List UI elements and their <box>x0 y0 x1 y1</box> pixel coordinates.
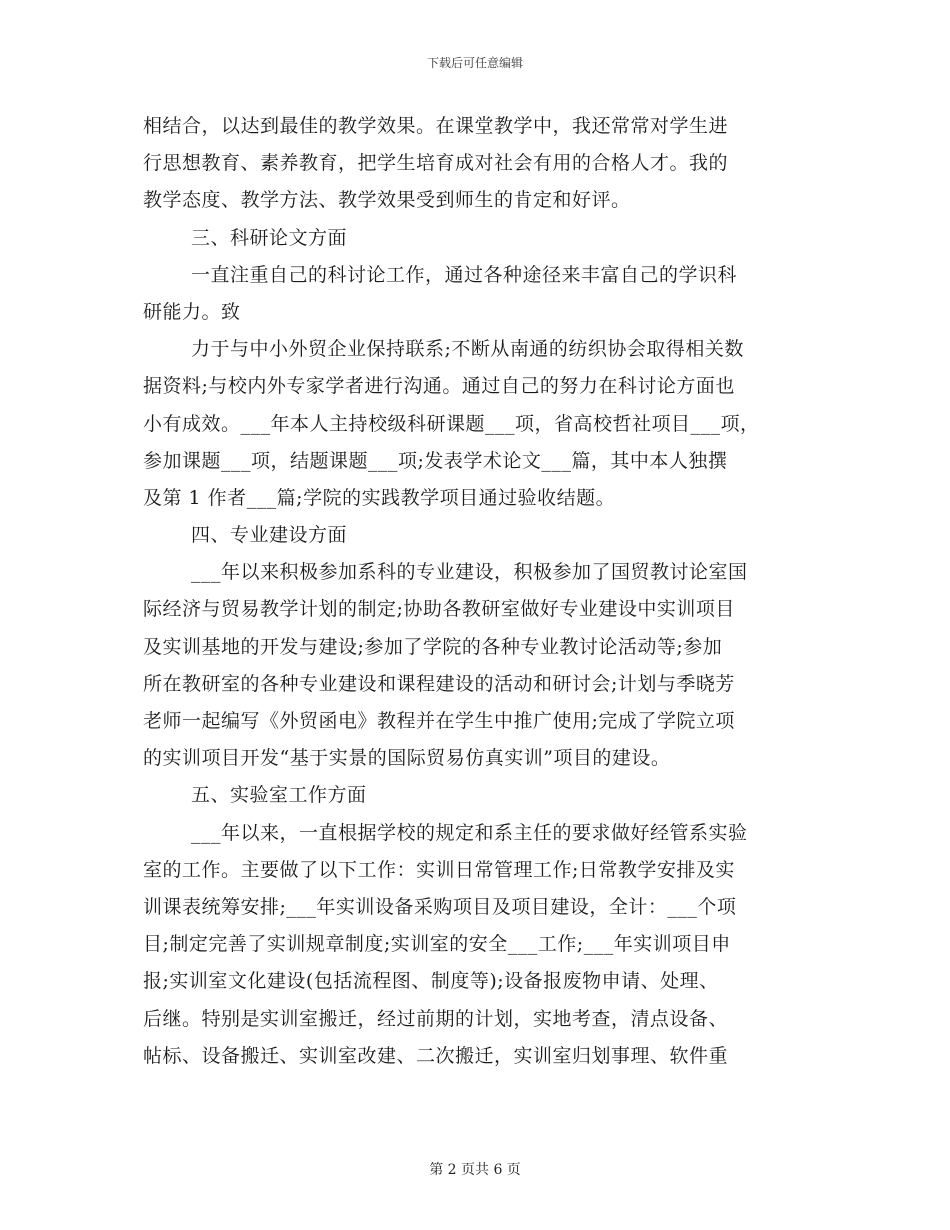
document-body <box>143 108 813 1075</box>
text-line: 四、专业建设方面 <box>191 524 348 547</box>
text-line: ___年以来积极参加系科的专业建设，积极参加了国贸教讨论室国 <box>191 561 748 584</box>
text-line: 后继。特别是实训室搬迁，经过前期的计划，实地考查，清点设备、 <box>143 1007 729 1030</box>
text-line: 五、实验室工作方面 <box>191 784 367 807</box>
text-line: 帖标、设备搬迁、实训室改建、二次搬迁，实训室归划事理、软件重 <box>143 1044 729 1067</box>
page-footer: 第 2 页共 6 页 <box>429 1162 521 1178</box>
text-line: 所在教研室的各种专业建设和课程建设的活动和研讨会;计划与季晓芳 <box>143 672 735 695</box>
text-line: ___年以来，一直根据学校的规定和系主任的要求做好经管系实验 <box>191 821 748 844</box>
text-line: 据资料;与校内外专家学者进行沟通。通过自己的努力在科讨论方面也 <box>143 375 735 398</box>
text-line: 的实训项目开发“基于实景的国际贸易仿真实训”项目的建设。 <box>143 747 671 770</box>
text-line: 室的工作。主要做了以下工作：实训日常管理工作;日常教学安排及实 <box>143 858 735 881</box>
text-line: 小有成效。___年本人主持校级科研课题___项，省高校哲社项目___项， <box>143 412 760 435</box>
text-line: 目;制定完善了实训规章制度;实训室的安全___工作;___年实训项目申 <box>143 933 731 956</box>
text-line: 参加课题___项，结题课题___项;发表学术论文___篇，其中本人独撰 <box>143 449 728 472</box>
text-line: 及实训基地的开发与建设;参加了学院的各种专业教讨论活动等;参加 <box>143 635 723 658</box>
text-line: 三、科研论文方面 <box>191 226 348 249</box>
text-line: 一直注重自己的科讨论工作，通过各种途径来丰富自己的学识科 <box>191 263 738 286</box>
page-header: 下载后可任意编辑 <box>426 56 523 70</box>
text-line: 报;实训室文化建设(包括流程图、制度等);设备报废物申请、处理、 <box>143 970 719 993</box>
text-line: 相结合，以达到最佳的教学效果。在课堂教学中，我还常常对学生进 <box>143 115 729 137</box>
text-line: 老师一起编写《外贸函电》教程并在学生中推广使用;完成了学院立项 <box>143 710 735 732</box>
text-line: 际经济与贸易教学计划的制定;协助各教研室做好专业建设中实训项目 <box>143 598 735 621</box>
text-line: 力于与中小外贸企业保持联系;不断从南通的纺织协会取得相关数 <box>191 338 744 361</box>
text-line: 行思想教育、素养教育，把学生培育成对社会有用的合格人才。我的 <box>143 152 729 175</box>
text-line: 教学态度、教学方法、教学效果受到师生的肯定和好评。 <box>143 189 631 212</box>
text-line: 研能力。致 <box>143 300 241 323</box>
text-line: 及第 1 作者___篇;学院的实践教学项目通过验收结题。 <box>143 486 616 509</box>
text-line: 训课表统筹安排;___年实训设备采购项目及项目建设，全计：___个项 <box>143 895 737 918</box>
